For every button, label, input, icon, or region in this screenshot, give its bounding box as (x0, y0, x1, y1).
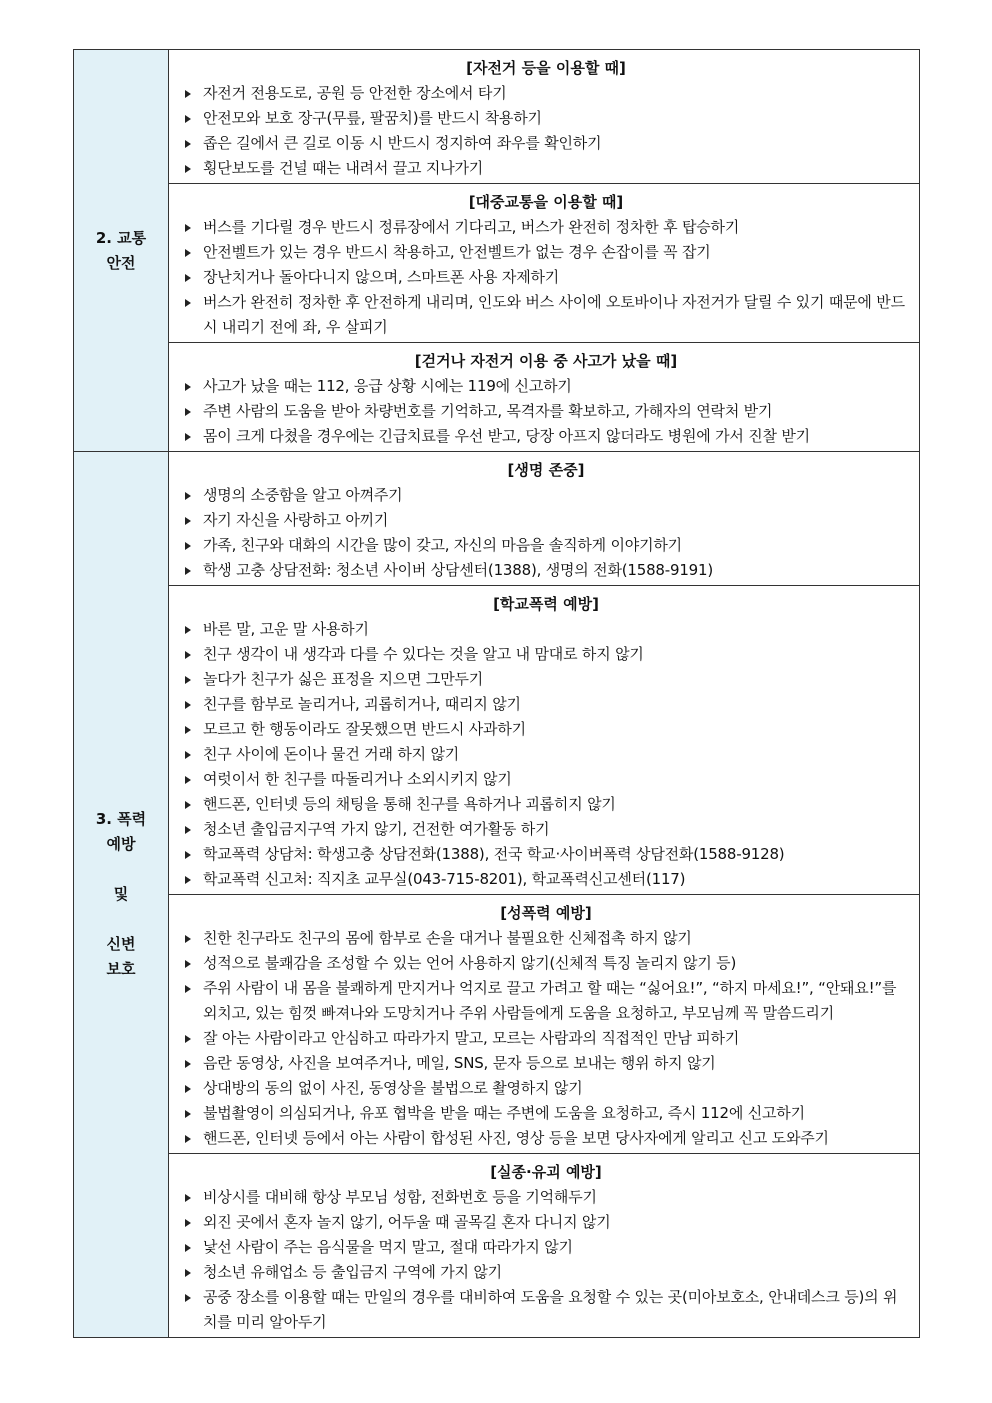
list-item: 안전벨트가 있는 경우 반드시 착용하고, 안전벨트가 없는 경우 손잡이를 꼭 잡기 (181, 240, 911, 265)
list-item: 몸이 크게 다쳤을 경우에는 긴급치료를 우선 받고, 당장 아프지 않더라도 병원에 가서 진찰 받기 (181, 424, 911, 449)
section-title: [생명 존중] (507, 461, 585, 479)
list-item: 핸드폰, 인터넷 등에서 아는 사람이 합성된 사진, 영상 등을 보면 당사자에게 알리고 신고 도와주기 (181, 1126, 911, 1151)
list-item: 음란 동영상, 사진을 보여주거나, 메일, SNS, 문자 등으로 보내는 행위 하지 않기 (181, 1051, 911, 1076)
section-title: [자전거 등을 이용할 때] (466, 59, 626, 77)
list-item: 공중 장소를 이용할 때는 만일의 경우를 대비하여 도움을 요청할 수 있는 곳(미아보호소, 안내데스크 등)의 위치를 미리 알아두기 (181, 1285, 911, 1335)
list-item: 좁은 길에서 큰 길로 이동 시 반드시 정지하여 좌우를 확인하기 (181, 131, 911, 156)
list-item: 바른 말, 고운 말 사용하기 (181, 617, 911, 642)
list-item: 주변 사람의 도움을 받아 차량번호를 기억하고, 목격자를 확보하고, 가해자의 연락처 받기 (181, 399, 911, 424)
sexual-violence-section (169, 895, 920, 1154)
list-item: 비상시를 대비해 항상 부모님 성함, 전화번호 등을 기억해두기 (181, 1185, 911, 1210)
list-item: 자전거 전용도로, 공원 등 안전한 장소에서 타기 (181, 81, 911, 106)
list-item: 친구 사이에 돈이나 물건 거래 하지 않기 (181, 742, 911, 767)
list-item: 버스를 기다릴 경우 반드시 정류장에서 기다리고, 버스가 완전히 정차한 후 탑승하기 (181, 215, 911, 240)
list-item: 낯선 사람이 주는 음식물을 먹지 말고, 절대 따라가지 않기 (181, 1235, 911, 1260)
list-item: 자기 자신을 사랑하고 아끼기 (181, 508, 911, 533)
list-item: 학생 고충 상담전화: 청소년 사이버 상담센터(1388), 생명의 전화(1588-9191) (181, 558, 911, 583)
list-item: 가족, 친구와 대화의 시간을 많이 갖고, 자신의 마음을 솔직하게 이야기하기 (181, 533, 911, 558)
violence-row-4 (74, 1154, 920, 1338)
section-title: [걷거나 자전거 이용 중 사고가 났을 때] (414, 352, 678, 370)
public-transit-section (169, 184, 920, 343)
list-item: 여럿이서 한 친구를 따돌리거나 소외시키지 않기 (181, 767, 911, 792)
list-item: 불법촬영이 의심되거나, 유포 협박을 받을 때는 주변에 도움을 요청하고, 즉시 112에 신고하기 (181, 1101, 911, 1126)
life-respect-section (169, 452, 920, 586)
list-item: 주위 사람이 내 몸을 불쾌하게 만지거나 억지로 끌고 가려고 할 때는 “싫어요!”, “하지 마세요!”, “안돼요!”를 외치고, 있는 힘껏 빠져나와 도망치거나 주위 사람들에게 도움을 요청하고, 부모님께 꼭 말씀드리기 (181, 976, 911, 1026)
violence-label-word3: 보호 (106, 960, 136, 978)
traffic-row-1 (74, 50, 920, 184)
list-item: 장난치거나 돌아다니지 않으며, 스마트폰 사용 자제하기 (181, 265, 911, 290)
list-item: 안전모와 보호 장구(무릎, 팔꿈치)를 반드시 착용하기 (181, 106, 911, 131)
traffic-row-2 (74, 184, 920, 343)
violence-row-3 (74, 895, 920, 1154)
violence-label-num: 3. 폭력 (95, 810, 147, 828)
accident-section (169, 343, 920, 452)
list-item: 학교폭력 상담처: 학생고충 상담전화(1388), 전국 학교·사이버폭력 상담전화(1588-9128) (181, 842, 911, 867)
list-item: 사고가 났을 때는 112, 응급 상황 시에는 119에 신고하기 (181, 374, 911, 399)
list-item: 청소년 유해업소 등 출입금지 구역에 가지 않기 (181, 1260, 911, 1285)
section-title: [성폭력 예방] (500, 904, 592, 922)
safety-guide-table (73, 49, 920, 1338)
list-item: 학교폭력 신고처: 직지초 교무실(043-715-8201), 학교폭력신고센터(117) (181, 867, 911, 892)
traffic-row-3 (74, 343, 920, 452)
violence-label-word2: 신변 (106, 935, 136, 953)
list-item: 놀다가 친구가 싫은 표정을 지으면 그만두기 (181, 667, 911, 692)
list-item: 성적으로 불쾌감을 조성할 수 있는 언어 사용하지 않기(신체적 특징 놀리지 않기 등) (181, 951, 911, 976)
section-title: [대중교통을 이용할 때] (468, 193, 624, 211)
violence-label-word1: 예방 (106, 835, 136, 853)
section-title: [실종·유괴 예방] (490, 1163, 602, 1181)
violence-row-1 (74, 452, 920, 586)
list-item: 모르고 한 행동이라도 잘못했으면 반드시 사과하기 (181, 717, 911, 742)
violence-label-and: 및 (113, 885, 129, 903)
missing-kidnap-section (169, 1154, 920, 1338)
traffic-category-label (74, 50, 169, 452)
list-item: 친구 생각이 내 생각과 다를 수 있다는 것을 알고 내 맘대로 하지 않기 (181, 642, 911, 667)
bicycle-section (169, 50, 920, 184)
list-item: 친한 친구라도 친구의 몸에 함부로 손을 대거나 불필요한 신체접촉 하지 않기 (181, 926, 911, 951)
list-item: 친구를 함부로 놀리거나, 괴롭히거나, 때리지 않기 (181, 692, 911, 717)
list-item: 외진 곳에서 혼자 놀지 않기, 어두울 때 골목길 혼자 다니지 않기 (181, 1210, 911, 1235)
list-item: 횡단보도를 건널 때는 내려서 끌고 지나가기 (181, 156, 911, 181)
section-title: [학교폭력 예방] (493, 595, 599, 613)
traffic-label-num: 2. 교통 (95, 228, 147, 247)
list-item: 버스가 완전히 정차한 후 안전하게 내리며, 인도와 버스 사이에 오토바이나 자전거가 달릴 수 있기 때문에 반드시 내리기 전에 좌, 우 살피기 (181, 290, 911, 340)
list-item: 상대방의 동의 없이 사진, 동영상을 불법으로 촬영하지 않기 (181, 1076, 911, 1101)
list-item: 청소년 출입금지구역 가지 않기, 건전한 여가활동 하기 (181, 817, 911, 842)
list-item: 핸드폰, 인터넷 등의 채팅을 통해 친구를 욕하거나 괴롭히지 않기 (181, 792, 911, 817)
list-item: 생명의 소중함을 알고 아껴주기 (181, 483, 911, 508)
traffic-label-word: 안전 (106, 253, 136, 272)
school-violence-section (169, 586, 920, 895)
list-item: 잘 아는 사람이라고 안심하고 따라가지 말고, 모르는 사람과의 직접적인 만남 피하기 (181, 1026, 911, 1051)
violence-category-label (74, 452, 169, 1338)
violence-row-2 (74, 586, 920, 895)
